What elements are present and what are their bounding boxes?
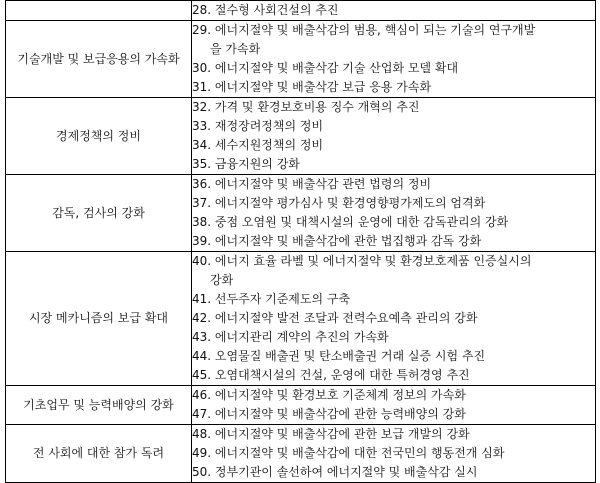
item-number: 45. — [192, 368, 212, 382]
item-number: 43. — [192, 330, 212, 344]
list-item-continuation: 강화 — [210, 273, 234, 287]
list-item — [192, 366, 595, 385]
item-number: 35. — [192, 157, 212, 171]
item-text: 에너지절약 및 배출삭감 보급 응용 가속화 — [214, 80, 432, 94]
table-row — [6, 175, 596, 252]
item-number: 49. — [192, 446, 212, 460]
item-text: 선두주자 기준제도의 구축 — [214, 292, 351, 306]
item-text: 정부기관이 솔선하여 에너지절약 및 배출삭감 실시 — [214, 465, 478, 479]
item-number: 29. — [192, 23, 212, 37]
item-text: 세수지원정책의 정비 — [214, 138, 324, 152]
item-number: 39. — [192, 234, 212, 248]
item-number: 40. — [192, 254, 212, 268]
list-item-continuation: 을 가속화 — [210, 42, 261, 56]
category-cell: 감독, 검사의 강화 — [6, 175, 192, 252]
items-cell — [192, 98, 596, 175]
category-cell: 기술개발 및 보급응용의 가속화 — [6, 21, 192, 98]
list-item — [192, 290, 595, 309]
list-item — [192, 136, 595, 155]
list-item — [192, 78, 595, 97]
item-text: 가격 및 환경보호비용 징수 개혁의 추진 — [214, 100, 420, 114]
item-number: 46. — [192, 388, 212, 402]
list-item — [192, 386, 595, 405]
item-text: 에너지절약 및 배출삭감 관련 법령의 정비 — [214, 177, 432, 191]
item-number: 31. — [192, 80, 212, 94]
item-text: 오염대책시설의 건설, 운영에 대한 특허경영 추진 — [214, 368, 470, 382]
item-text: 에너지절약 발전 조달과 전력수요예측 관리의 강화 — [214, 311, 478, 325]
item-text: 에너지절약 및 배출삭감에 관한 법집행과 감독 강화 — [214, 234, 482, 248]
item-number: 33. — [192, 119, 212, 133]
list-item — [192, 425, 595, 444]
item-text: 오염물질 배출권 및 탄소배출권 거래 실증 시험 추진 — [214, 349, 486, 363]
item-number: 50. — [192, 465, 212, 479]
item-text: 에너지관리 계약의 추진의 가속화 — [214, 330, 389, 344]
list-item — [192, 232, 595, 251]
list-item — [192, 309, 595, 328]
list-item — [192, 1, 595, 20]
category-cell: 경제정책의 정비 — [6, 98, 192, 175]
table-row — [6, 21, 596, 98]
item-text: 에너지절약 및 환경보호 기준체계 정보의 가속화 — [214, 388, 466, 402]
items-cell — [192, 175, 596, 252]
policy-table — [5, 0, 596, 483]
table-row — [6, 252, 596, 386]
item-text: 에너지절약 평가심사 및 환경영향평가제도의 엄격화 — [214, 196, 486, 210]
item-text: 에너지절약 및 배출삭감에 대한 전국민의 행동전개 심화 — [214, 446, 505, 460]
items-cell — [192, 425, 596, 483]
table-row — [6, 98, 596, 175]
items-cell — [192, 386, 596, 425]
item-number: 30. — [192, 61, 212, 75]
category-cell: 시장 메카니즘의 보급 확대 — [6, 252, 192, 386]
item-text: 에너지절약 및 배출삭감 기술 산업화 모델 확대 — [214, 61, 459, 75]
item-number: 42. — [192, 311, 212, 325]
item-number: 38. — [192, 215, 212, 229]
item-number: 47. — [192, 407, 212, 421]
item-number: 41. — [192, 292, 212, 306]
list-item — [192, 347, 595, 366]
item-number: 44. — [192, 349, 212, 363]
list-item — [192, 21, 595, 40]
list-item — [192, 194, 595, 213]
item-number: 37. — [192, 196, 212, 210]
item-text: 절수형 사회건설의 추진 — [214, 3, 339, 17]
item-text: 에너지절약 및 배출삭감에 관한 보급 개발의 강화 — [214, 427, 470, 441]
list-item — [192, 59, 595, 78]
item-text: 중점 오염원 및 대책시설의 운영에 대한 감독관리의 강화 — [214, 215, 509, 229]
item-text: 에너지절약 및 배출삭감에 관한 능력배양의 강화 — [214, 407, 466, 421]
list-item — [192, 155, 595, 174]
item-text: 금융지원의 강화 — [214, 157, 300, 171]
table-row — [6, 425, 596, 483]
list-item — [192, 252, 595, 271]
table-row — [6, 1, 596, 21]
list-item — [192, 328, 595, 347]
items-cell — [192, 252, 596, 386]
items-cell — [192, 21, 596, 98]
table-row — [6, 386, 596, 425]
list-item — [192, 405, 595, 424]
item-number: 32. — [192, 100, 212, 114]
item-number: 36. — [192, 177, 212, 191]
list-item — [192, 117, 595, 136]
item-text: 재정장려정책의 정비 — [214, 119, 324, 133]
item-text: 에너지절약 및 배출삭감의 범용, 핵심이 되는 기술의 연구개발 — [214, 23, 536, 37]
item-number: 28. — [192, 3, 212, 17]
item-number: 34. — [192, 138, 212, 152]
list-item — [192, 213, 595, 232]
list-item — [192, 444, 595, 463]
category-cell: 기초업무 및 능력배양의 강화 — [6, 386, 192, 425]
category-cell: 전 사회에 대한 참가 독려 — [6, 425, 192, 483]
category-cell — [6, 1, 192, 21]
list-item — [192, 175, 595, 194]
item-text: 에너지 효율 라벨 및 에너지절약 및 환경보호제품 인증실시의 — [214, 254, 532, 268]
item-number: 48. — [192, 427, 212, 441]
items-cell — [192, 1, 596, 21]
list-item — [192, 98, 595, 117]
